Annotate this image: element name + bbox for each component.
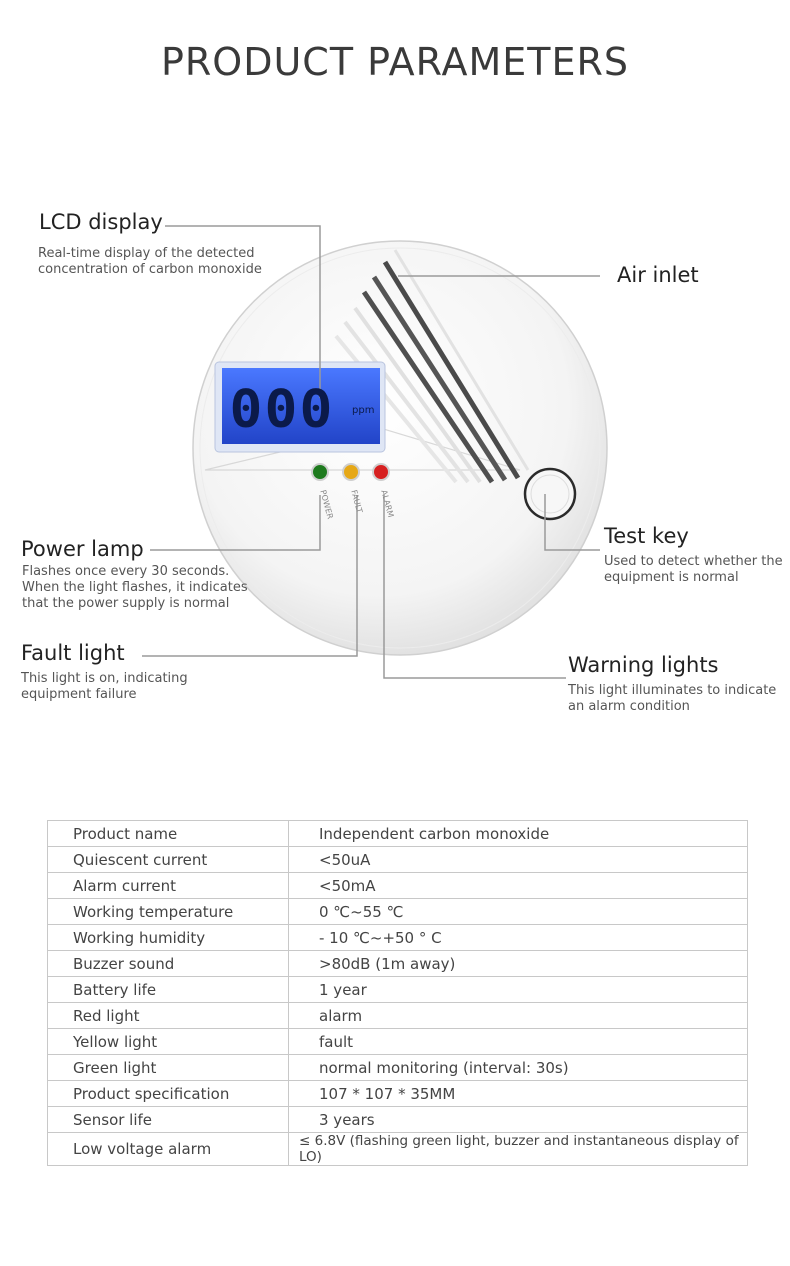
test-key-button[interactable] — [525, 469, 575, 519]
air-inlet-title: Air inlet — [617, 263, 699, 287]
table-row: Quiescent current <50uA — [48, 847, 748, 873]
table-row: Red light alarm — [48, 1003, 748, 1029]
table-row: Yellow light fault — [48, 1029, 748, 1055]
fault-led-label: FAULT — [349, 489, 365, 514]
table-row: Working humidity - 10 ℃~+50 ° C — [48, 925, 748, 951]
table-row: Alarm current <50mA — [48, 873, 748, 899]
table-row: Product name Independent carbon monoxide — [48, 821, 748, 847]
warning-lights-title: Warning lights — [568, 653, 719, 677]
table-row: Green light normal monitoring (interval: 30s) — [48, 1055, 748, 1081]
test-key-desc: Used to detect whether the equipment is normal — [604, 554, 783, 585]
lcd-display-desc: Real-time display of the detected concentration of carbon monoxide — [38, 246, 262, 277]
power-lamp-desc: Flashes once every 30 seconds. When the light flashes, it indicates that the power supply is normal — [22, 564, 248, 611]
power-led-label: POWER — [318, 489, 335, 520]
lcd-display-title: LCD display — [39, 210, 163, 234]
table-row: Low voltage alarm ≤ 6.8V (flashing green light, buzzer and instantaneous display of LO) — [48, 1133, 748, 1166]
page-title: PRODUCT PARAMETERS — [160, 40, 629, 84]
table-row: Battery life 1 year — [48, 977, 748, 1003]
alarm-led — [373, 464, 389, 480]
alarm-led-label: ALARM — [379, 489, 396, 519]
parameters-table — [47, 820, 748, 1166]
lcd-unit: ppm — [352, 405, 375, 416]
fault-light-title: Fault light — [21, 641, 125, 665]
lcd-reading: 000 — [229, 380, 335, 440]
power-lamp-title: Power lamp — [21, 537, 144, 561]
fault-light-desc: This light is on, indicating equipment failure — [21, 671, 188, 702]
warning-lights-desc: This light illuminates to indicate an alarm condition — [568, 683, 777, 714]
table-row: Sensor life 3 years — [48, 1107, 748, 1133]
test-key-title: Test key — [604, 524, 689, 548]
fault-led — [343, 464, 359, 480]
table-row: Buzzer sound >80dB (1m away) — [48, 951, 748, 977]
table-row: Working temperature 0 ℃~55 ℃ — [48, 899, 748, 925]
table-row: Product specification 107 * 107 * 35MM — [48, 1081, 748, 1107]
power-led — [312, 464, 328, 480]
